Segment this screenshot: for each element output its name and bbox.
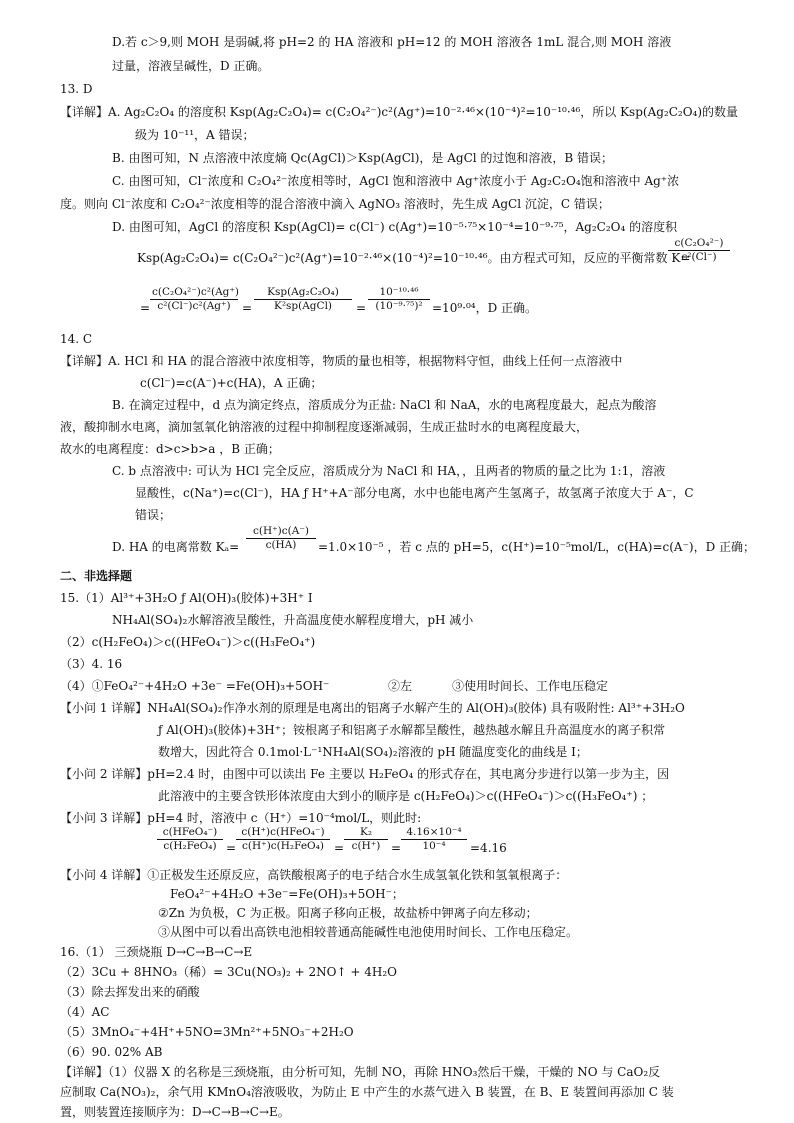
text-line: 【详解】A. HCl 和 HA 的混合溶液中浓度相等，物质的量也相等，根据物料守恒，曲线上任何一点溶液中	[60, 354, 623, 368]
fraction-numerator: K₂	[344, 826, 388, 840]
equals-sign: =	[242, 301, 253, 315]
fraction	[368, 286, 430, 313]
text-line: 【小问 2 详解】pH=2.4 时，由图中可以读出 Fe 主要以 H₂FeO₄ 的形式存在，其电离分步进行以第一步为主，因	[60, 767, 670, 781]
fraction	[668, 237, 730, 264]
fraction-numerator: c(C₂O₄²⁻)c²(Ag⁺)	[152, 286, 240, 298]
text-line: 15.（1）Al³⁺+3H₂O ƒ Al(OH)₃(胶体)+3H⁺ I	[60, 591, 313, 605]
text-line: C. 由图可知，Cl⁻浓度和 C₂O₄²⁻浓度相等时，AgCl 饱和溶液中 Ag⁺浓度小于 Ag₂C₂O₄饱和溶液中 Ag⁺浓	[112, 174, 680, 188]
text-line: （6）90. 02% AB	[60, 1045, 163, 1059]
fraction-denominator: c(H⁺)c(H₂FeO₄)	[242, 840, 324, 852]
section-heading: 二、非选择题	[60, 569, 133, 583]
equals-sign: =	[226, 841, 237, 855]
text-line: 度。则向 Cl⁻浓度和 C₂O₄²⁻浓度相等的混合溶液中滴入 AgNO₃ 溶液时，先生成 AgCl 沉淀，C 错误；	[60, 197, 610, 211]
fraction-numerator: c(H⁺)c(HFeO₄⁻)	[236, 826, 330, 840]
fraction-denominator: c²(Cl⁻)c²(Ag⁺)	[157, 300, 231, 312]
fraction-numerator: 10⁻¹⁰·⁴⁶	[368, 286, 430, 300]
equals-sign: =	[356, 301, 367, 315]
text-line: =1.0×10⁻⁵ ，若 c 点的 pH=5，c(H⁺)=10⁻⁵mol/L，c(HA)=c(A⁻)，D 正确；	[318, 540, 756, 554]
text-line: D. 由图可知，AgCl 的溶度积 Ksp(AgCl)= c(Cl⁻) c(Ag⁺)=10⁻⁵·⁷⁵×10⁻⁴=10⁻⁹·⁷⁵，Ag₂C₂O₄ 的溶度积	[112, 220, 678, 234]
fraction-numerator: Ksp(Ag₂C₂O₄)	[254, 286, 352, 300]
equals-sign: =	[391, 841, 402, 855]
text-line: FeO₄²⁻+4H₂O +3e⁻=Fe(OH)₃+5OH⁻；	[170, 887, 404, 901]
text-line: （4）AC	[60, 1005, 110, 1019]
text-line: D. HA 的电离常数 Kₐ=	[112, 540, 240, 554]
question-number: 14. C	[60, 332, 93, 346]
text-line: 此溶液中的主要含铁形体浓度由大到小的顺序是 c(H₂FeO₄)＞c((HFeO₄⁻)＞c((H₃FeO₄⁺) ；	[158, 789, 654, 803]
text-line: ③使用时间长、工作电压稳定	[452, 679, 609, 693]
text-line: B. 在滴定过程中，d 点为滴定终点，溶质成分为正盐: NaCl 和 NaA，水的电离程度最大，起点为酸溶	[112, 398, 657, 412]
text-line: C. b 点溶液中: 可认为 HCl 完全反应，溶质成分为 NaCl 和 HA，，且两者的物质的量之比为 1:1，溶液	[112, 464, 666, 478]
text-line: （3）除去挥发出来的硝酸	[60, 985, 200, 999]
text-line: =10⁹·⁰⁴，D 正确。	[432, 301, 538, 315]
text-line: B. 由图可知，N 点溶液中浓度熵 Qc(AgCl)＞Ksp(AgCl)，是 AgCl 的过饱和溶液，B 错误；	[112, 151, 614, 165]
text-line: 【小问 3 详解】pH=4 时，溶液中 c（H⁺）=10⁻⁴mol/L，则此时:	[60, 811, 422, 825]
text-line: ②左	[388, 679, 413, 693]
text-line: 显酸性，c(Na⁺)=c(Cl⁻)，HA ƒ H⁺+A⁻部分电离，水中也能电离产生氢离子，故氢离子浓度大于 A⁻，C	[135, 486, 694, 500]
text-line: 错误；	[135, 508, 172, 522]
text-line: 【小问 4 详解】①正极发生还原反应，高铁酸根离子的电子结合水生成氢氧化铁和氢氧根离子：	[60, 868, 568, 882]
fraction	[254, 286, 352, 313]
text-line: c(Cl⁻)=c(A⁻)+c(HA)，A 正确；	[140, 376, 323, 390]
text-line: ②Zn 为负极，C 为正极。阳离子移向正极，故盐桥中钾离子向左移动；	[158, 906, 538, 920]
fraction-numerator: c(HFeO₄⁻)	[157, 826, 223, 840]
text-line: 液，酸抑制水电离，滴加氢氧化钠溶液的过程中抑制程度逐渐减弱，生成正盐时水的电离程度最大，	[60, 420, 589, 434]
fraction	[401, 826, 467, 853]
fraction	[150, 286, 238, 313]
text-line: 【小问 1 详解】NH₄Al(SO₄)₂作净水剂的原理是电离出的铝离子水解产生的 Al(OH)₃(胶体) 具有吸附性: Al³⁺+3H₂O	[60, 701, 685, 715]
text-line: （2）c(H₂FeO₄)＞c((HFeO₄⁻)＞c((H₃FeO₄⁺)	[60, 635, 316, 649]
text-line: 数增大，因此符合 0.1mol·L⁻¹NH₄Al(SO₄)₂溶液的 pH 随温度变化的曲线是 I；	[158, 745, 588, 759]
text-line: （3）4. 16	[60, 657, 123, 671]
fraction	[157, 826, 223, 853]
text-line: D.若 c＞9,则 MOH 是弱碱,将 pH=2 的 HA 溶液和 pH=12 的 MOH 溶液各 1mL 混合,则 MOH 溶液	[112, 35, 672, 49]
text-line: 置，则装置连接顺序为：D→C→B→C→E。	[60, 1105, 290, 1119]
text-line: Ksp(Ag₂C₂O₄)= c(C₂O₄²⁻)c²(Ag⁺)=10⁻²·⁴⁶×(10⁻⁴)²=10⁻¹⁰·⁴⁶。由方程式可知，反应的平衡常数 K=	[137, 251, 691, 265]
text-line: 过量，溶液呈碱性，D 正确。	[112, 59, 270, 73]
fraction-denominator: c(H₂FeO₄)	[163, 840, 217, 852]
fraction	[344, 826, 388, 853]
fraction-numerator: 4.16×10⁻⁴	[401, 826, 467, 840]
text-line: （5）3MnO₄⁻+4H⁺+5NO=3Mn²⁺+5NO₃⁻+2H₂O	[60, 1025, 354, 1039]
question-number: 13. D	[60, 82, 93, 96]
fraction	[246, 525, 316, 552]
text-line: NH₄Al(SO₄)₂水解溶液呈酸性，升高温度使水解程度增大，pH 减小	[112, 613, 474, 627]
text-line: ƒ Al(OH)₃(胶体)+3H⁺；铵根离子和铝离子水解都呈酸性，越热越水解且升高温度水的离子积常	[158, 723, 666, 737]
text-line: 16.（1） 三颈烧瓶 D→C→B→C→E	[60, 945, 253, 959]
text-line: 级为 10⁻¹¹，A 错误；	[135, 128, 255, 142]
fraction-denominator: K²sp(AgCl)	[273, 300, 333, 312]
fraction-denominator: c²(Cl⁻)	[681, 251, 717, 263]
fraction-denominator: 10⁻⁴	[422, 840, 446, 852]
text-line: （2）3Cu + 8HNO₃（稀）= 3Cu(NO₃)₂ + 2NO↑ + 4H₂O	[60, 965, 397, 979]
text-line: ③从图中可以看出高铁电池相较普通高能碱性电池使用时间长、工作电压稳定。	[158, 925, 579, 939]
fraction-numerator: c(C₂O₄²⁻)	[668, 237, 730, 251]
text-line: 【详解】（1）仪器 X 的名称是三颈烧瓶，由分析可知，先制 NO，再除 HNO₃然后干燥，干燥的 NO 与 CaO₂反	[60, 1065, 661, 1079]
text-line: 【详解】A. Ag₂C₂O₄ 的溶度积 Ksp(Ag₂C₂O₄)= c(C₂O₄²⁻)c²(Ag⁺)=10⁻²·⁴⁶×(10⁻⁴)²=10⁻¹⁰·⁴⁶，所以 Ksp(Ag₂C₂O₄)的数量	[60, 105, 739, 119]
equals-sign: =	[334, 841, 345, 855]
fraction-denominator: (10⁻⁹·⁷⁵)²	[375, 300, 423, 312]
fraction-numerator: c(H⁺)c(A⁻)	[246, 525, 316, 539]
fraction-denominator: c(HA)	[265, 539, 297, 551]
fraction-denominator: c(H⁺)	[351, 840, 381, 852]
text-line: =4.16	[470, 841, 507, 855]
equals-sign: =	[140, 301, 151, 315]
fraction	[236, 826, 330, 853]
text-line: 故水的电离程度：d>c>b>a ，B 正确；	[60, 442, 280, 456]
text-line: （4）①FeO₄²⁻+4H₂O +3e⁻ =Fe(OH)₃+5OH⁻	[60, 679, 330, 693]
text-line: 应制取 Ca(NO₃)₂，余气用 KMnO₄溶液吸收，为防止 E 中产生的水蒸气进入 B 装置，在 B、E 装置间再添加 C 装	[60, 1085, 674, 1099]
